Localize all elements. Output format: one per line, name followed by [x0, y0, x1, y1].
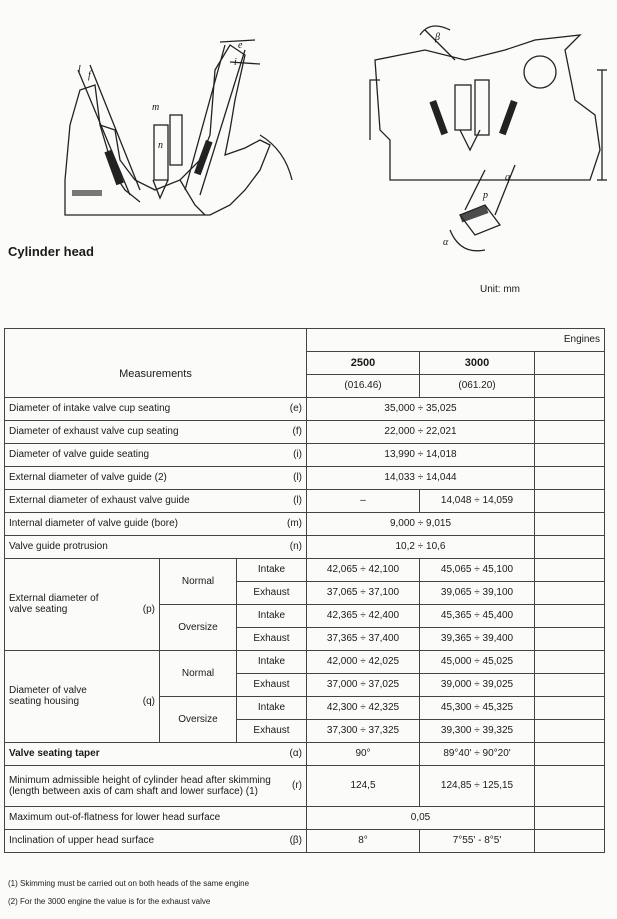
row-symbol: (e) [289, 403, 302, 414]
row-value: 13,990 ÷ 14,018 [307, 443, 535, 466]
label-f: f [88, 70, 91, 81]
row-value-3000: 39,365 ÷ 39,400 [420, 627, 535, 650]
row-symbol: (α) [289, 748, 302, 759]
row-value-3000: 45,365 ÷ 45,400 [420, 604, 535, 627]
table-row [5, 489, 605, 512]
seating-normal-label: Normal [160, 558, 237, 604]
row-value-2500: 124,5 [307, 765, 420, 806]
table-row [5, 443, 605, 466]
row-value: 9,000 ÷ 9,015 [307, 512, 535, 535]
label-e: e [238, 40, 243, 51]
housing-oversize-label: Oversize [160, 696, 237, 742]
table-row [5, 806, 605, 829]
row-label: External diameter of valve guide (2) [9, 472, 167, 483]
row-symbol: (l) [293, 495, 302, 506]
row-value-2500: 90° [307, 742, 420, 765]
row-value-2500: 42,300 ÷ 42,325 [307, 696, 420, 719]
engine-number-row [5, 351, 605, 374]
row-value-2500: 37,065 ÷ 37,100 [307, 581, 420, 604]
row-value: 14,033 ÷ 14,044 [307, 466, 535, 489]
row-value-3000: 45,300 ÷ 45,325 [420, 696, 535, 719]
table-row [5, 765, 605, 806]
row-symbol: (m) [287, 518, 302, 529]
label-alpha: α [443, 237, 449, 248]
footnote-2: (2) For the 3000 engine the value is for the exhaust valve [8, 897, 211, 906]
label-beta: β [435, 32, 440, 43]
row-value: 35,000 ÷ 35,025 [307, 397, 535, 420]
row-label: Valve guide protrusion [9, 541, 108, 552]
specifications-table [4, 328, 605, 853]
row-value-2500: 37,300 ÷ 37,325 [307, 719, 420, 742]
engine-2500-header: 2500 [307, 351, 420, 374]
row-value-2500: 42,065 ÷ 42,100 [307, 558, 420, 581]
housing-label: Diameter of valve seating housing [9, 685, 87, 707]
row-value-2500: 8° [307, 829, 420, 852]
page-title: Cylinder head [8, 244, 94, 259]
label-m: m [152, 102, 160, 113]
row-label: External diameter of exhaust valve guide [9, 495, 190, 506]
row-value-3000: 39,300 ÷ 39,325 [420, 719, 535, 742]
row-type: Exhaust [237, 581, 307, 604]
label-q: q [505, 172, 510, 183]
label-n: n [158, 140, 163, 151]
row-label: Maximum out-of-flatness for lower head surface [5, 806, 307, 829]
row-value-2500: 42,000 ÷ 42,025 [307, 650, 420, 673]
row-type: Exhaust [237, 627, 307, 650]
row-symbol: (f) [292, 426, 302, 437]
table-row [5, 558, 605, 581]
table-row [5, 420, 605, 443]
label-l: l [78, 64, 81, 75]
row-value-3000: 45,065 ÷ 45,100 [420, 558, 535, 581]
row-type: Exhaust [237, 673, 307, 696]
seating-oversize-label: Oversize [160, 604, 237, 650]
cylinder-head-diagram-left [60, 30, 310, 230]
row-value-3000: 124,85 ÷ 125,15 [420, 765, 535, 806]
row-type: Intake [237, 604, 307, 627]
row-value-2500: 42,365 ÷ 42,400 [307, 604, 420, 627]
row-value: 10,2 ÷ 10,6 [307, 535, 535, 558]
table-row [5, 829, 605, 852]
table-row [5, 742, 605, 765]
row-label: Diameter of valve guide seating [9, 449, 150, 460]
engine-2500-code: (016.46) [307, 374, 420, 397]
cylinder-head-diagram-right [365, 20, 610, 260]
row-label: Inclination of upper head surface [9, 835, 155, 846]
engine-3000-header: 3000 [420, 351, 535, 374]
row-label: Internal diameter of valve guide (bore) [9, 518, 178, 529]
row-value-3000: 89°40' ÷ 90°20' [420, 742, 535, 765]
engines-header-row [5, 329, 605, 352]
row-value: 0,05 [307, 806, 535, 829]
row-type: Intake [237, 650, 307, 673]
row-value-2500: 37,000 ÷ 37,025 [307, 673, 420, 696]
engine-3000-code: (061.20) [420, 374, 535, 397]
table-row [5, 466, 605, 489]
table-row [5, 535, 605, 558]
row-label: Diameter of exhaust valve cup seating [9, 426, 179, 437]
table-row [5, 397, 605, 420]
footnote-1: (1) Skimming must be carried out on both heads of the same engine [8, 879, 250, 888]
row-label: Valve seating taper [9, 748, 100, 759]
unit-label: Unit: mm [480, 284, 520, 295]
housing-normal-label: Normal [160, 650, 237, 696]
row-symbol: (i) [293, 449, 302, 460]
row-value: 22,000 ÷ 22,021 [307, 420, 535, 443]
engines-label: Engines [307, 329, 605, 352]
row-value-3000: 45,000 ÷ 45,025 [420, 650, 535, 673]
row-symbol: (β) [289, 835, 302, 846]
row-symbol: (r) [292, 780, 302, 791]
row-type: Intake [237, 558, 307, 581]
row-type: Intake [237, 696, 307, 719]
row-label: Diameter of intake valve cup seating [9, 403, 171, 414]
table-row [5, 650, 605, 673]
table-row [5, 512, 605, 535]
row-symbol: (l) [293, 472, 302, 483]
measurements-header: Measurements [5, 351, 307, 397]
seating-label: External diameter of valve seating [9, 593, 99, 615]
label-p: p [483, 190, 488, 201]
housing-symbol: (q) [142, 696, 155, 707]
label-i: i [234, 57, 237, 68]
row-value-3000: 39,065 ÷ 39,100 [420, 581, 535, 604]
row-value-3000: 14,048 ÷ 14,059 [420, 489, 535, 512]
row-symbol: (n) [289, 541, 302, 552]
row-value-3000: 39,000 ÷ 39,025 [420, 673, 535, 696]
row-value-2500: 37,365 ÷ 37,400 [307, 627, 420, 650]
row-value-3000: 7°55' - 8°5' [420, 829, 535, 852]
row-value-2500: – [307, 489, 420, 512]
row-label: Minimum admissible height of cylinder head after skimming (length between axis of cam shaft and lower surface) (1) [9, 774, 271, 797]
seating-symbol: (p) [142, 604, 155, 615]
row-type: Exhaust [237, 719, 307, 742]
